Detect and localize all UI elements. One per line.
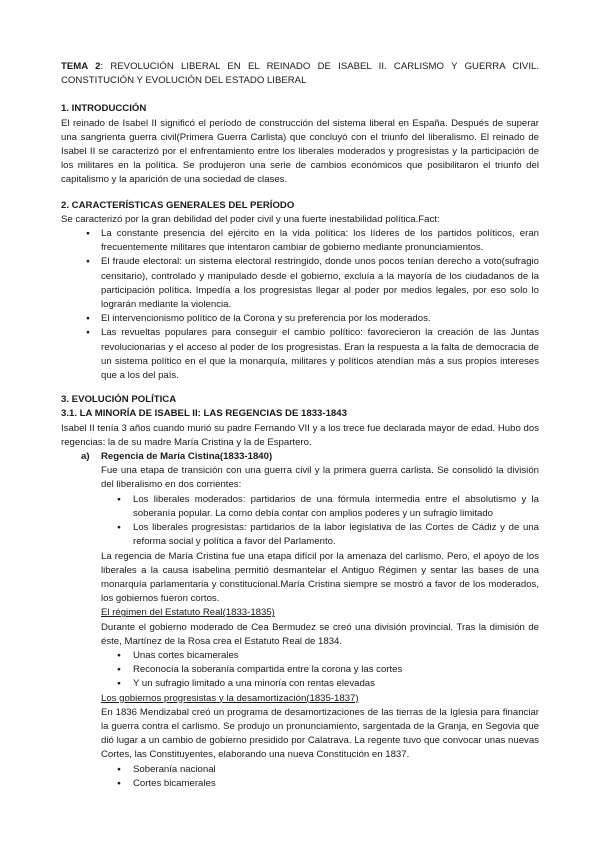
list-item: ● Los liberales progresistas: partidarios de la labor legislativa de las Cortes de Cádiz y de una reforma social y política a favor del Parlamento. — [61, 521, 539, 549]
subsection-a-heading — [61, 450, 539, 464]
subsection-a-text-2: La regencia de María Cristina fue una etapa difícil por la amenaza del carlismo. Pero, el apoyo de los liberales a la causa isabelina permitió desmantelar el Antiguo Régimen y sentar las bases de una monarquía parlamentaria y constitucional.María Cristina siempre se mostró a favor de los moderados, los gobiernos fueron cortos. — [101, 550, 539, 605]
subsection-a-text: Fue una etapa de transición con una guerra civil y la primera guerra carlista. Se consolidó la división del liberalismo en dos corrientes: — [101, 465, 539, 491]
title-tema: TEMA 2 — [61, 61, 101, 72]
estatuto-bullet-list — [61, 649, 539, 692]
list-item: ● Soberanía nacional — [61, 763, 539, 777]
title-text: : REVOLUCIÓN LIBERAL EN EL REINADO DE ISABEL II. CARLISMO Y GUERRA CIVIL. CONSTITUCIÓN Y EVOLUCIÓN DEL ESTADO LIBERAL — [61, 61, 539, 87]
document-title — [61, 60, 539, 88]
document-page — [61, 60, 539, 791]
section-1-heading: 1. INTRODUCCIÓN — [61, 103, 147, 115]
list-item: ● La constante presencia del ejército en la vida política: los líderes de los partidos políticos, eran frecuentemente militares que intentaron cambiar de gobierno mediante pronunciamientos. — [61, 227, 539, 255]
list-item: ● Los liberales moderados: partidarios de una fórmula intermedia entre el absolutismo y la soberanía popular. La corno debía contar con amplios poderes y un sufragio limitado — [61, 493, 539, 521]
list-item: ● Reconocía la soberanía compartida entre la corona y las cortes — [61, 663, 539, 677]
section-2-bullet-list — [61, 227, 539, 383]
subsection-a-bullet-list — [61, 493, 539, 550]
section-3-1-intro: Isabel II tenía 3 años cuando murió su padre Fernando VII y a los trece fue declarada mayor de edad. Hubo dos regencias: la de su madre María Cristina y la de Espartero. — [61, 422, 539, 448]
subsection-a-title: Regencia de María Cistina(1833-1840) — [101, 451, 273, 463]
list-item: ● El fraude electoral: un sistema electoral restringido, donde unos pocos tenían derecho a voto(sufragio censitario), controlado y manipulado desde el gobierno, excluía a la mayoría de los ciudadanos de la participación política. Impedía a los progresistas llegar al poder por medios legales, por eso solo lo lograrán mediante la violencia. — [61, 255, 539, 312]
list-item: ● El intervencionismo político de la Corona y su preferencia por los moderados. — [61, 312, 539, 326]
progresistas-bullet-list — [61, 763, 539, 791]
subsection-a-marker: a) — [81, 451, 90, 463]
section-1-text: El reinado de Isabel II significó el período de construcción del sistema liberal en España. Después de superar una sangrienta guerra civil(Primera Guerra Carlista) que concluyó con el triunfo del liberalismo. El reinado de Isabel II se caracterizó por el enfrentamiento entre los liberales moderados y progresistas y la participación de los militares en la política. Se produjeron una serie de cambios económicos que posibilitaron el triunfo del capitalismo y la aparición de una sociedad de clases. — [61, 117, 539, 186]
progresistas-heading: Los gobiernos progresistas y la desamortización(1835-1837) — [101, 692, 359, 704]
estatuto-text: Durante el gobierno moderado de Cea Bermudez se creó una división provincial. Tras la dimisión de éste, Martínez de la Rosa crea el Estatuto Real de 1834. — [101, 621, 539, 647]
list-item: ● Y un sufragio limitado a una minoría con rentas elevadas — [61, 677, 539, 691]
section-3-1-heading: 3.1. LA MINORÍA DE ISABEL II: LAS REGENCIAS DE 1833-1843 — [61, 408, 347, 420]
estatuto-heading: El régimen del Estatuto Real(1833-1835) — [101, 607, 275, 619]
list-item: ● Unas cortes bicamerales — [61, 649, 539, 663]
section-2-heading: 2. CARACTERÍSTICAS GENERALES DEL PERÍODO — [61, 199, 295, 211]
section-3-heading: 3. EVOLUCIÓN POLÍTICA — [61, 394, 177, 406]
list-item: ● Cortes bicamerales — [61, 777, 539, 791]
progresistas-text: En 1836 Mendizabal creó un programa de desamortizaciones de las tierras de la Iglesia para financiar la guerra contra el carlismo. Se produjo un pronunciamiento, sargentada de la Granja, en Segovia que dió lugar a un cambio de gobierno presidido por Calatrava. La regente tuvo que convocar unas nuevas Cortes, las Constituyentes, elaborando una nueva Constitución en 1837. — [101, 706, 539, 761]
list-item: ● Las revueltas populares para conseguir el cambio político: favorecieron la creación de las Juntas revolucionarias y el acceso al poder de los progresistas. Eran la respuesta a la falta de democracia de un sistema político en el que la monarquía, militares y políticos atendían más a sus propios intereses que a los del país. — [61, 326, 539, 383]
section-2-intro: Se caracterizó por la gran debilidad del poder civil y una fuerte inestabilidad política.Fact: — [61, 213, 440, 225]
